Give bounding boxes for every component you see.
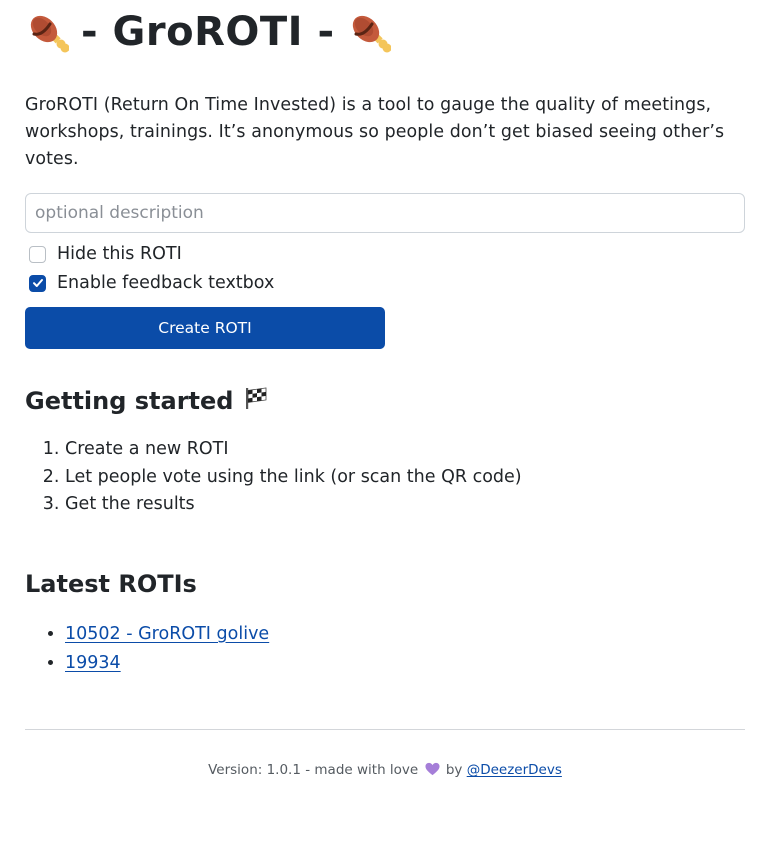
latest-rotis-heading: Latest ROTIs (25, 570, 197, 598)
roti-link-19934[interactable]: 19934 (65, 653, 121, 673)
getting-started-heading (25, 386, 268, 416)
list-item (65, 649, 269, 678)
enable-feedback-checkbox[interactable] (29, 275, 46, 292)
hide-roti-checkbox[interactable] (29, 246, 46, 263)
latest-rotis-list (25, 620, 269, 678)
hide-roti-label: Hide this ROTI (57, 244, 182, 264)
version-text: Version: 1.0.1 - made with love (208, 762, 419, 778)
list-item: 1. Create a new ROTI (65, 436, 522, 464)
check-icon (32, 277, 44, 289)
deezerdevs-link[interactable]: @DeezerDevs (466, 762, 562, 778)
hide-roti-option[interactable] (29, 242, 182, 266)
list-item: 3. Get the results (65, 491, 522, 519)
enable-feedback-option[interactable] (29, 271, 274, 295)
page-title (25, 4, 391, 60)
chequered-flag-icon (244, 386, 268, 416)
footer-by-text: by (445, 762, 463, 778)
purple-heart-icon (425, 762, 440, 780)
list-item (65, 620, 269, 649)
enable-feedback-label: Enable feedback textbox (57, 273, 275, 293)
getting-started-steps (25, 436, 522, 519)
description-input[interactable] (25, 193, 745, 233)
footer (25, 762, 745, 780)
intro-text: GroROTI (Return On Time Invested) is a tool to gauge the quality of meetings, workshops, trainings. It’s anonymous so people don’t get biased seeing other’s votes. (25, 95, 725, 169)
meat-on-bone-icon (25, 10, 69, 54)
footer-divider (25, 729, 745, 730)
title-text: - GroROTI - (81, 9, 335, 55)
list-item: 2. Let people vote using the link (or scan the QR code) (65, 464, 522, 492)
getting-started-title: Getting started (25, 387, 234, 415)
create-roti-button[interactable]: Create ROTI (25, 307, 385, 349)
meat-on-bone-icon (347, 10, 391, 54)
roti-link-10502[interactable]: 10502 - GroROTI golive (65, 624, 270, 644)
